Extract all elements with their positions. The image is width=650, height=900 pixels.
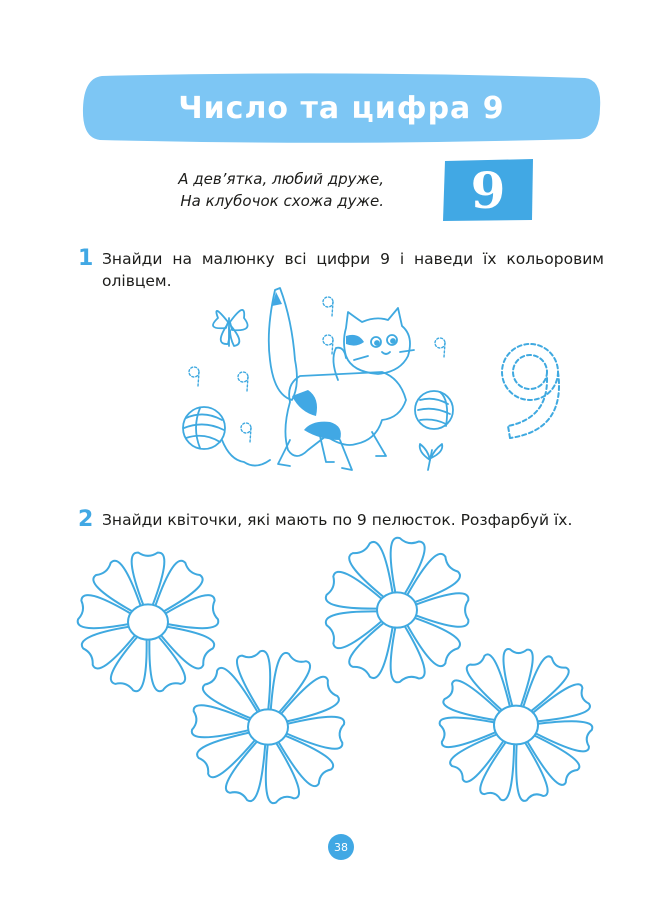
daisy-flower (440, 649, 593, 801)
daisy-petal (480, 742, 514, 800)
daisy-flower (326, 538, 469, 683)
daisy-petal (414, 593, 468, 627)
small-plant (420, 444, 443, 470)
daisy-petal (467, 654, 510, 710)
daisy-petal (155, 561, 202, 612)
daisy-petal (226, 741, 265, 801)
daisy-petal (532, 684, 590, 721)
butterfly-icon (213, 310, 248, 346)
daisy-petal (271, 653, 310, 713)
daisy-petal (78, 595, 132, 628)
daisy-center (494, 706, 538, 745)
hidden-nines (189, 297, 445, 442)
daisy-petal (349, 623, 392, 678)
cat-body (285, 372, 406, 456)
daisy-center (128, 604, 168, 639)
daisy-petal (527, 735, 579, 785)
yarn-ball-left (183, 407, 270, 466)
daisy-petal (161, 626, 215, 668)
daisy-center (377, 592, 417, 627)
daisy-petal (391, 538, 425, 594)
task-2-text: Знайди квіточки, які мають по 9 пелюсток. Розфарбуй їх. (102, 511, 573, 529)
poem (100, 168, 384, 212)
daisy-petal (203, 668, 258, 719)
daisy-petal (523, 656, 568, 711)
daisy-petal (149, 637, 185, 692)
task-1-number: 1 (78, 246, 94, 271)
yarn-ball-right (415, 391, 453, 429)
task-1-text: Знайди на малюнку всі цифри 9 і наведи їх кольоровим олівцем. (102, 250, 604, 290)
daisy-petal (443, 680, 500, 720)
daisy-petal (93, 561, 140, 612)
daisy-petal (326, 572, 383, 609)
cat-tail (269, 288, 297, 400)
daisy-petal (285, 717, 344, 749)
digit-card (441, 158, 535, 222)
title-banner (80, 72, 603, 144)
daisy-center (248, 709, 288, 744)
daisy-petal (326, 611, 383, 648)
daisy-petal (281, 677, 339, 722)
daisy-petal (266, 743, 299, 803)
daisy-petal (440, 718, 497, 748)
daisy-petal (192, 705, 251, 737)
big-dashed-nine (502, 344, 559, 438)
poem-line-2: На клубочок схожа дуже. (180, 192, 384, 210)
daisy-petal (278, 735, 333, 786)
daisy-petal (164, 595, 218, 628)
daisy-petal (82, 626, 136, 668)
digit-nine: 9 (470, 160, 506, 220)
daisy-petal (391, 626, 425, 682)
daisy-petal (450, 734, 504, 782)
daisy-petal (407, 554, 460, 603)
daisy-petal (237, 651, 270, 711)
page-title: Число та цифра 9 (178, 90, 505, 126)
daisy-petal (111, 637, 147, 692)
daisy-petal (132, 553, 165, 605)
daisy-petal (503, 649, 532, 706)
daisy-petal (349, 542, 392, 597)
page-number: 38 (328, 834, 354, 860)
daisy-petal (197, 732, 255, 777)
task-2-number: 2 (78, 507, 94, 532)
poem-line-1: А дев’ятка, любий друже, (178, 170, 384, 188)
daisy-petal (534, 721, 592, 751)
daisy-flower (192, 651, 344, 803)
daisy-flower (78, 553, 219, 692)
daisy-petal (516, 743, 547, 801)
daisy-petal (407, 617, 460, 666)
cat-head (344, 308, 410, 374)
